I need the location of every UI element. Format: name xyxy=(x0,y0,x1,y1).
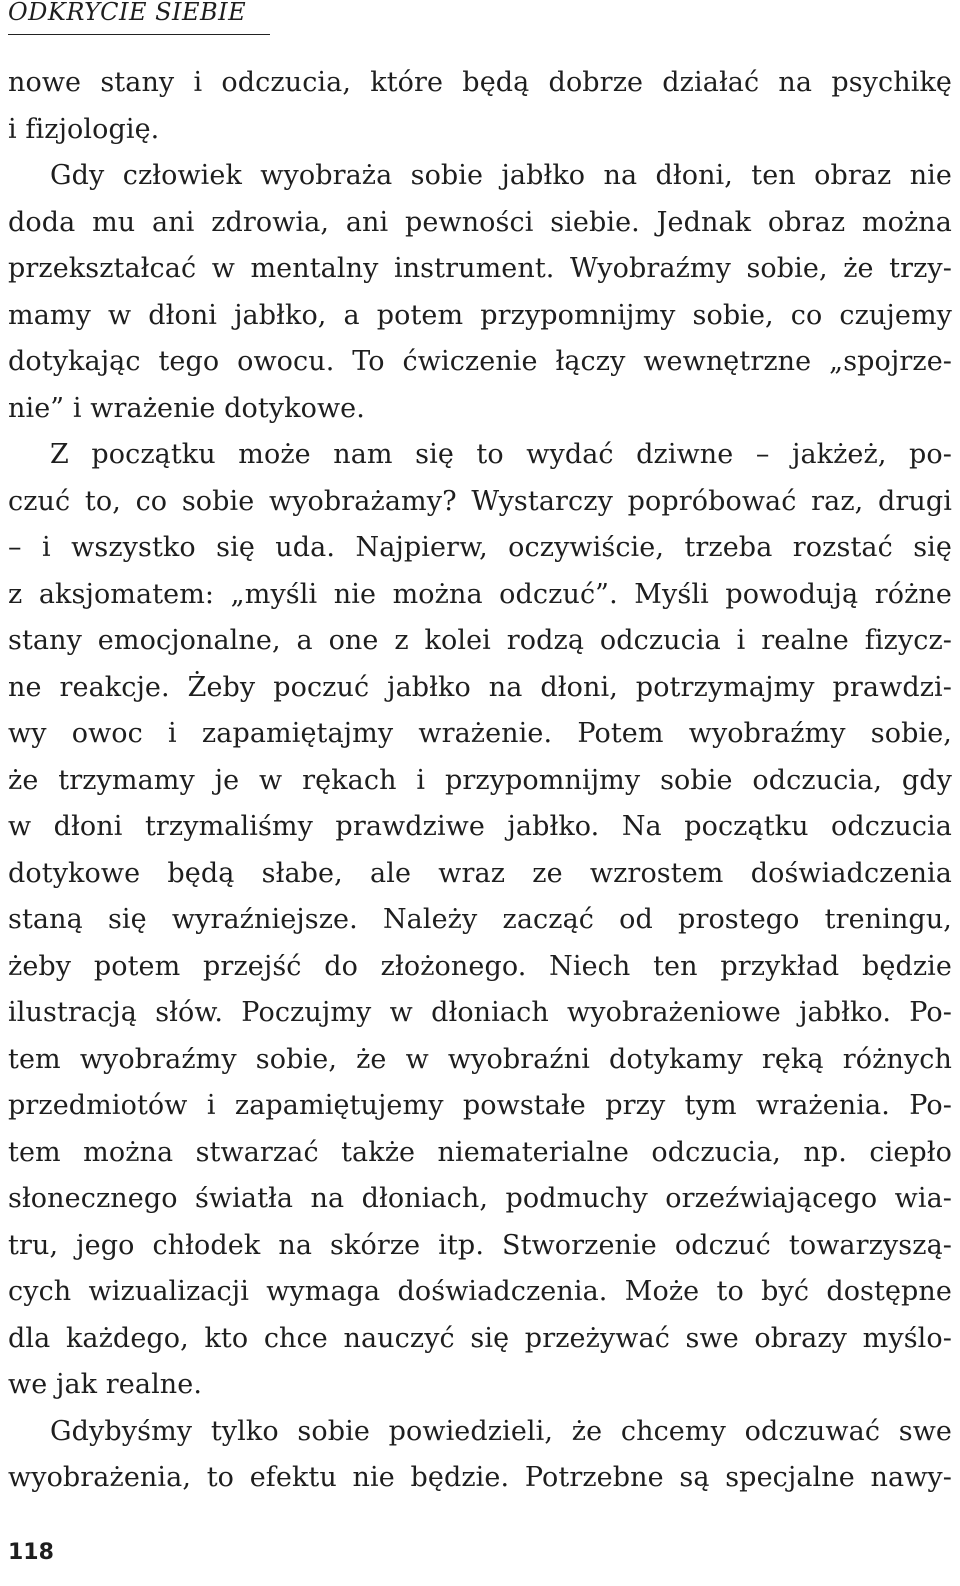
text-line: stany emocjonalne, a one z kolei rodzą odczucia i realne fizycz- xyxy=(8,625,952,656)
text-line: Gdybyśmy tylko sobie powiedzieli, że chcemy odczuwać swe xyxy=(50,1415,952,1447)
text-line: tem wyobraźmy sobie, że w wyobraźni dotykamy ręką różnych xyxy=(8,1043,952,1075)
text-line: Gdy człowiek wyobraża sobie jabłko na dłoni, ten obraz nie xyxy=(50,160,952,191)
text-line: staną się wyraźniejsze. Należy zacząć od prostego treningu, xyxy=(8,904,952,935)
text-line: w dłoni trzymaliśmy prawdziwe jabłko. Na początku odczucia xyxy=(8,811,952,842)
text-line: tem można stwarzać także niematerialne odczucia, np. ciepło xyxy=(8,1136,952,1168)
text-line: żeby potem przejść do złożonego. Niech ten przykład będzie xyxy=(8,950,952,982)
text-line: doda mu ani zdrowia, ani pewności siebie. Jednak obraz można xyxy=(8,206,952,238)
text-line: czuć to, co sobie wyobrażamy? Wystarczy popróbować raz, drugi xyxy=(8,485,952,517)
running-head-title: ODKRYCIE SIEBIE xyxy=(8,0,247,26)
text-line: tru, jego chłodek na skórze itp. Stworzenie odczuć towarzyszą- xyxy=(8,1229,952,1261)
text-line: wy owoc i zapamiętajmy wrażenie. Potem wyobraźmy sobie, xyxy=(8,718,952,749)
text-line: z aksjomatem: „myśli nie można odczuć”. Myśli powodują różne xyxy=(8,578,952,610)
text-line: mamy w dłoni jabłko, a potem przypomnijmy sobie, co czujemy xyxy=(8,299,952,331)
text-line: Z początku może nam się to wydać dziwne – jakżeż, po- xyxy=(50,439,952,470)
running-head xyxy=(8,0,270,35)
text-line: dotykając tego owocu. To ćwiczenie łączy wewnętrzne „spojrze- xyxy=(8,346,952,377)
text-line: ne reakcje. Żeby poczuć jabłko na dłoni, potrzymajmy prawdzi- xyxy=(8,671,952,703)
text-line: i fizjologię. xyxy=(8,113,160,145)
text-line: że trzymamy je w rękach i przypomnijmy sobie odczucia, gdy xyxy=(8,764,952,796)
text-line: ilustracją słów. Poczujmy w dłoniach wyobrażeniowe jabłko. Po- xyxy=(8,997,952,1028)
page-number: 118 xyxy=(8,1540,54,1565)
text-line: przedmiotów i zapamiętujemy powstałe przy tym wrażenia. Po- xyxy=(8,1090,952,1121)
text-line: dotykowe będą słabe, ale wraz ze wzrostem doświadczenia xyxy=(8,857,952,889)
text-line: nie” i wrażenie dotykowe. xyxy=(8,392,365,424)
body-text xyxy=(8,60,952,1502)
text-line: – i wszystko się uda. Najpierw, oczywiście, trzeba rozstać się xyxy=(8,532,952,563)
text-line: dla każdego, kto chce nauczyć się przeżywać swe obrazy myślo- xyxy=(8,1322,952,1354)
text-line: we jak realne. xyxy=(8,1369,203,1400)
text-line: nowe stany i odczucia, które będą dobrze działać na psychikę xyxy=(8,67,952,98)
text-line: wyobrażenia, to efektu nie będzie. Potrzebne są specjalne nawy- xyxy=(8,1462,952,1493)
text-line: słonecznego światła na dłoniach, podmuchy orzeźwiającego wia- xyxy=(8,1183,952,1214)
text-line: przekształcać w mentalny instrument. Wyobraźmy sobie, że trzy- xyxy=(8,253,952,284)
text-line: cych wizualizacji wymaga doświadczenia. Może to być dostępne xyxy=(8,1276,952,1307)
